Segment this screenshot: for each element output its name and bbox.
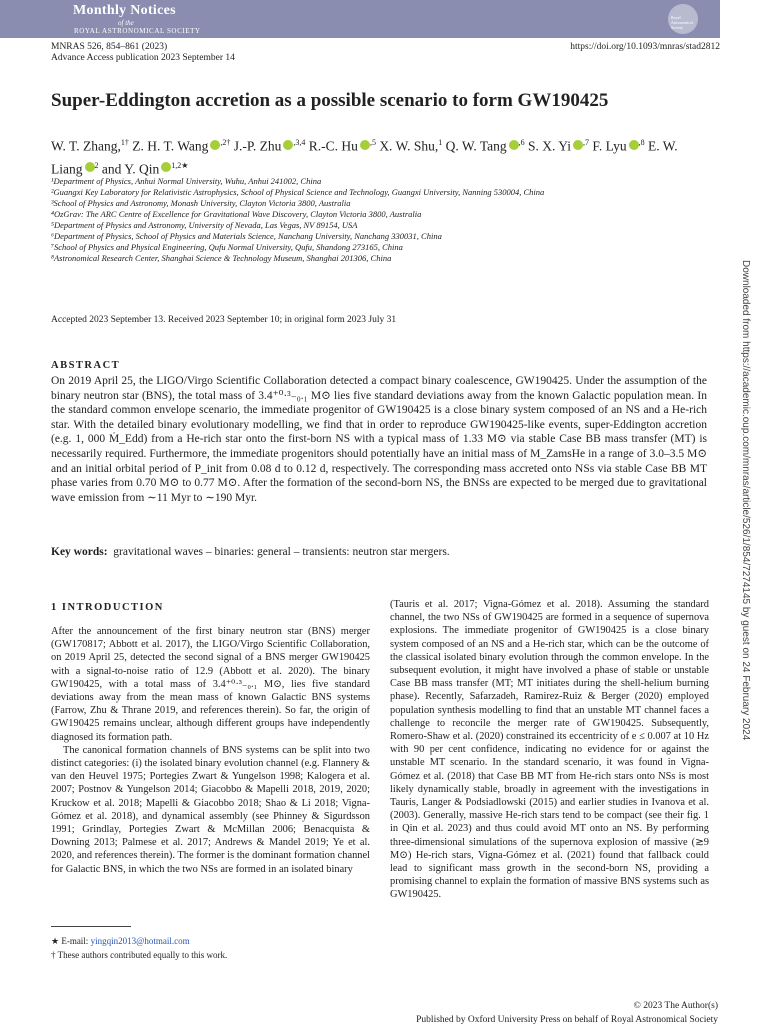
affiliation: ⁴OzGrav: The ARC Centre of Excellence for Gravitational Wave Discovery, Clayton Victoria 3800, Australia: [51, 209, 422, 219]
keywords-label: Key words:: [51, 546, 108, 558]
right-column: [390, 598, 709, 902]
left-column: [51, 625, 370, 876]
copyright: © 2023 The Author(s): [633, 1001, 718, 1011]
author-affil-sup: ,7: [583, 138, 590, 147]
author-name: X. W. Shu,: [379, 138, 439, 154]
advance-access: Advance Access publication 2023 September 14: [51, 53, 235, 63]
orcid-icon[interactable]: [360, 140, 370, 150]
journal-title: Monthly Notices: [73, 3, 176, 18]
logo-text: Royal Astronomical Society: [671, 15, 693, 30]
journal-of: of the: [118, 19, 134, 27]
paper-title: Super-Eddington accretion as a possible scenario to form GW190425: [51, 90, 609, 111]
author-name: and Y. Qin: [101, 161, 160, 176]
affiliation: ⁸Astronomical Research Center, Shanghai Science & Technology Museum, Shanghai 201306, China: [51, 253, 392, 263]
journal-society: ROYAL ASTRONOMICAL SOCIETY: [74, 27, 201, 35]
abstract-text: On 2019 April 25, the LIGO/Virgo Scientific Collaboration detected a compact binary coalescence, GW190425. Under the assumption of the binary neutron star (BNS), the total mass of 3.4⁺⁰·³₋₀.₁ M⊙ lies five standard deviations away from the known Galactic population mean. In the standard common envelope scenario, the immediate progenitor of GW190425 is a close binary system composed of an NS and a He-rich star. With the detailed binary evolutionary modelling, we find that in order to reproduce GW190425-like events, super-Eddington accretion (e.g. 1, 000 Ṁ_Edd) from a He-rich star onto the first-born NS with a typical mass of 1.33 M⊙ via stable Case BB mass transfer (MT) is necessarily required. Furthermore, the immediate progenitors should potentially have an initial mass of M_ZamsHe in a range of 3.0–3.5 M⊙ and an initial orbital period of P_init from 0.08 d to 0.12 d, respectively. The corresponding mass accreted onto NSs via stable Case BB MT phase varies from 0.70 M⊙ to 0.77 M⊙. After the formation of the second-born NS, the BNSs are expected to be merged due to gravitational wave emission from ∼11 Myr to ∼190 Myr.: [51, 375, 707, 504]
email-label: ★ E-mail:: [51, 936, 91, 946]
author-name: F. Lyu: [592, 138, 627, 154]
author-list: [51, 133, 711, 178]
author-name: Z. H. T. Wang: [132, 138, 209, 154]
author-name: R.-C. Hu: [308, 138, 358, 154]
affiliation: ¹Department of Physics, Anhui Normal University, Wuhu, Anhui 241002, China: [51, 176, 322, 186]
affiliation: ⁶Department of Physics, School of Physics and Materials Science, Nanchang University, Nanchang 330031, China: [51, 231, 442, 241]
author-name: S. X. Yi: [528, 138, 572, 154]
keywords: [51, 546, 450, 558]
intro-heading: 1 INTRODUCTION: [51, 602, 164, 613]
orcid-icon[interactable]: [210, 140, 220, 150]
author-affil-sup: 1,2★: [171, 160, 189, 170]
orcid-icon[interactable]: [509, 140, 519, 150]
orcid-icon[interactable]: [161, 162, 171, 172]
accepted-dates: Accepted 2023 September 13. Received 2023 September 10; in original form 2023 July 31: [51, 315, 397, 325]
author-name: E. W. Liang: [51, 138, 678, 176]
author-name: Q. W. Tang: [445, 138, 507, 154]
author-name: J.-P. Zhu: [233, 138, 282, 154]
author-affil-sup: ,3,4: [293, 138, 306, 147]
orcid-icon[interactable]: [85, 162, 95, 172]
author-affil-sup: ,5: [369, 138, 376, 147]
download-side-note: Downloaded from https://academic.oup.com/mnras/article/526/1/854/7274145 by guest on 24 February 2024: [740, 260, 751, 741]
affiliation: ⁷School of Physics and Physical Engineering, Qufu Normal University, Qufu, Shandong 273165, China: [51, 242, 403, 252]
left-paragraph-2: The canonical formation channels of BNS systems can be split into two distinct categories: (i) the isolated binary evolution channel (e.g. Flannery & van den Heuvel 1975; Portegies Zwart & Yungelson 1998; Kalogera et al. 2007; Postnov & Yungelson 2014; Giacobbo & Mapelli 2018, 2019, 2020; Kruckow et al. 2018; Mapelli & Giacobbo 2018; Shao & Li 2018; Vigna-Gómez et al. 2018), and dynamical assembly (see Phinney & Sigurdsson 1991; Grindlay, Portegies Zwart & McMillan 2006; Benacquista & Downing 2013; Palmese et al. 2017; Andrews & Mandel 2019; Ye et al. 2020, and references therein). The former is the dominant formation channel for Galactic BNS, in which the two NSs are formed in an isolated binary: [51, 744, 370, 875]
journal-banner: [0, 0, 720, 38]
author-name: W. T. Zhang,: [51, 138, 121, 154]
citation-ref: MNRAS 526, 854–861 (2023): [51, 42, 168, 52]
left-paragraph-1: After the announcement of the first binary neutron star (BNS) merger (GW170817; Abbott et al. 2017), the LIGO/Virgo Scientific Collaboration, on 2019 April 25, detected the second signal of a BNS merger GW190425 with a signal-to-noise ratio of 12.9 (Abbott et al. 2020). The binary GW190425, with a total mass of 3.4⁺⁰·³₋₀.₁ M⊙, lies five standard deviations away from the mean mass of known Galactic BNS systems (Farrow, Zhu & Thrane 2019, and references therein). So far, the origin of GW190425 remains unclear, although different groups have independently diagnosed its formation path.: [51, 626, 370, 743]
author-affil-sup: ,6: [518, 138, 525, 147]
email-link[interactable]: yingqin2013@hotmail.com: [90, 936, 190, 946]
orcid-icon[interactable]: [283, 140, 293, 150]
author-affil-sup: 1: [438, 138, 443, 147]
affiliation: ³School of Physics and Astronomy, Monash University, Clayton Victoria 3800, Australia: [51, 198, 351, 208]
right-paragraph: (Tauris et al. 2017; Vigna-Gómez et al. 2018). Assuming the standard channel, the two NSs of GW190425 are formed in a sequence of supernova explosions. The immediate progenitor of GW190425 is a close binary system composed of an NS and a He-rich star, which can be the outcome of the classical isolated binary evolution through the common envelope. In the subsequent evolution, it might have involved a phase of stable or unstable Case BB mass transfer (MT; MT initiates during the shell-helium burning phase). Recently, Safarzadeh, Ramirez-Ruiz & Berger (2020) employed population synthesis modelling to find that an unstable MT channel faces a challenge to reconcile the merger rate of GW190425. Subsequently, Romero-Shaw et al. (2020) constrained its eccentricity of e ≤ 0.007 at 10 Hz with 90 per cent confidence, indicating no evidence for or against the unstable MT scenario. In the standard scenario, it was found in Vigna-Gómez et al. (2018) that Case BB MT from He-rich stars onto NSs is most likely dynamically stable, broadly in agreement with the investigations in Tauris, Langer & Podsiadlowski (2015) and earlier studies in Ivanova et al. (2003). Generally, massive He-rich stars tend to be compact (see their fig. 1 in Qin et al. 2023) and thus could avoid MT onto an NS. By performing three-dimensional simulations of the supernova explosion of massive (≳9 M⊙) He-rich stars, Vigna-Gómez et al. (2021) found that fallback could lead to significant mass growth in the second-born NS, providing a promising channel to explain the formation of massive BNS systems such as GW190425.: [390, 599, 709, 901]
keywords-text: gravitational waves – binaries: general – transients: neutron star mergers.: [113, 546, 450, 558]
orcid-icon[interactable]: [629, 140, 639, 150]
author-affil-sup: 1†: [120, 138, 129, 147]
affiliation: ⁵Department of Physics and Astronomy, University of Nevada, Las Vegas, NV 89154, USA: [51, 220, 358, 230]
footnote-equal: † These authors contributed equally to this work.: [51, 950, 228, 960]
footnote-email: [51, 936, 190, 947]
author-affil-sup: ,8: [638, 138, 645, 147]
affiliation: ²Guangxi Key Laboratory for Relativistic Astrophysics, School of Physical Science and Technology, Guangxi University, Nanning 530004, China: [51, 187, 545, 197]
orcid-icon[interactable]: [573, 140, 583, 150]
publisher: Published by Oxford University Press on behalf of Royal Astronomical Society: [416, 1015, 718, 1025]
affiliations: [51, 176, 711, 264]
author-affil-sup: 2: [94, 160, 99, 170]
abstract-heading: ABSTRACT: [51, 360, 121, 371]
author-affil-sup: ,2†: [220, 138, 231, 147]
doi-link[interactable]: https://doi.org/10.1093/mnras/stad2812: [570, 42, 720, 52]
footnote-rule: [51, 926, 131, 927]
